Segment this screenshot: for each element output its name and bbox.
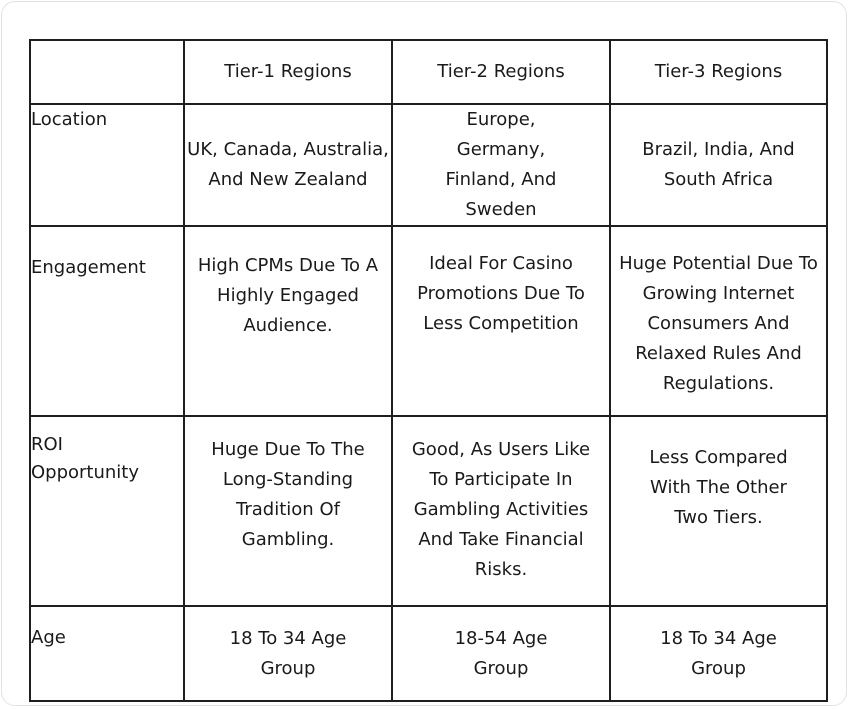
cell-engagement-tier-3: Huge Potential Due To Growing Internet Consumers And Relaxed Rules And Regulations. — [610, 226, 827, 416]
header-cell-tier-1: Tier-1 Regions — [184, 40, 392, 104]
tier-comparison-table — [29, 39, 828, 702]
cell-age-tier-1: 18 To 34 Age Group — [184, 606, 392, 701]
cell-roi-tier-2: Good, As Users Like To Participate In Gambling Activities And Take Financial Risks. — [392, 416, 610, 606]
table-header-row — [30, 40, 827, 104]
row-label-location: Location — [30, 104, 184, 226]
cell-location-tier-1: UK, Canada, Australia, And New Zealand — [184, 104, 392, 226]
header-cell-tier-3: Tier-3 Regions — [610, 40, 827, 104]
cell-engagement-tier-2: Ideal For Casino Promotions Due To Less Competition — [392, 226, 610, 416]
content-card — [1, 1, 847, 706]
cell-age-tier-3: 18 To 34 Age Group — [610, 606, 827, 701]
row-label-age: Age — [30, 606, 184, 701]
header-cell-tier-2: Tier-2 Regions — [392, 40, 610, 104]
table-row-engagement — [30, 226, 827, 416]
table-row-age — [30, 606, 827, 701]
table-row-location — [30, 104, 827, 226]
cell-age-tier-2: 18-54 Age Group — [392, 606, 610, 701]
cell-location-tier-3: Brazil, India, And South Africa — [610, 104, 827, 226]
cell-roi-tier-3: Less Compared With The Other Two Tiers. — [610, 416, 827, 606]
row-label-roi-opportunity: ROI Opportunity — [30, 416, 184, 606]
cell-location-tier-2: Europe, Germany, Finland, And Sweden — [392, 104, 610, 226]
table-row-roi-opportunity — [30, 416, 827, 606]
row-label-engagement: Engagement — [30, 226, 184, 416]
cell-roi-tier-1: Huge Due To The Long-Standing Tradition Of Gambling. — [184, 416, 392, 606]
cell-engagement-tier-1: High CPMs Due To A Highly Engaged Audience. — [184, 226, 392, 416]
header-cell-empty — [30, 40, 184, 104]
